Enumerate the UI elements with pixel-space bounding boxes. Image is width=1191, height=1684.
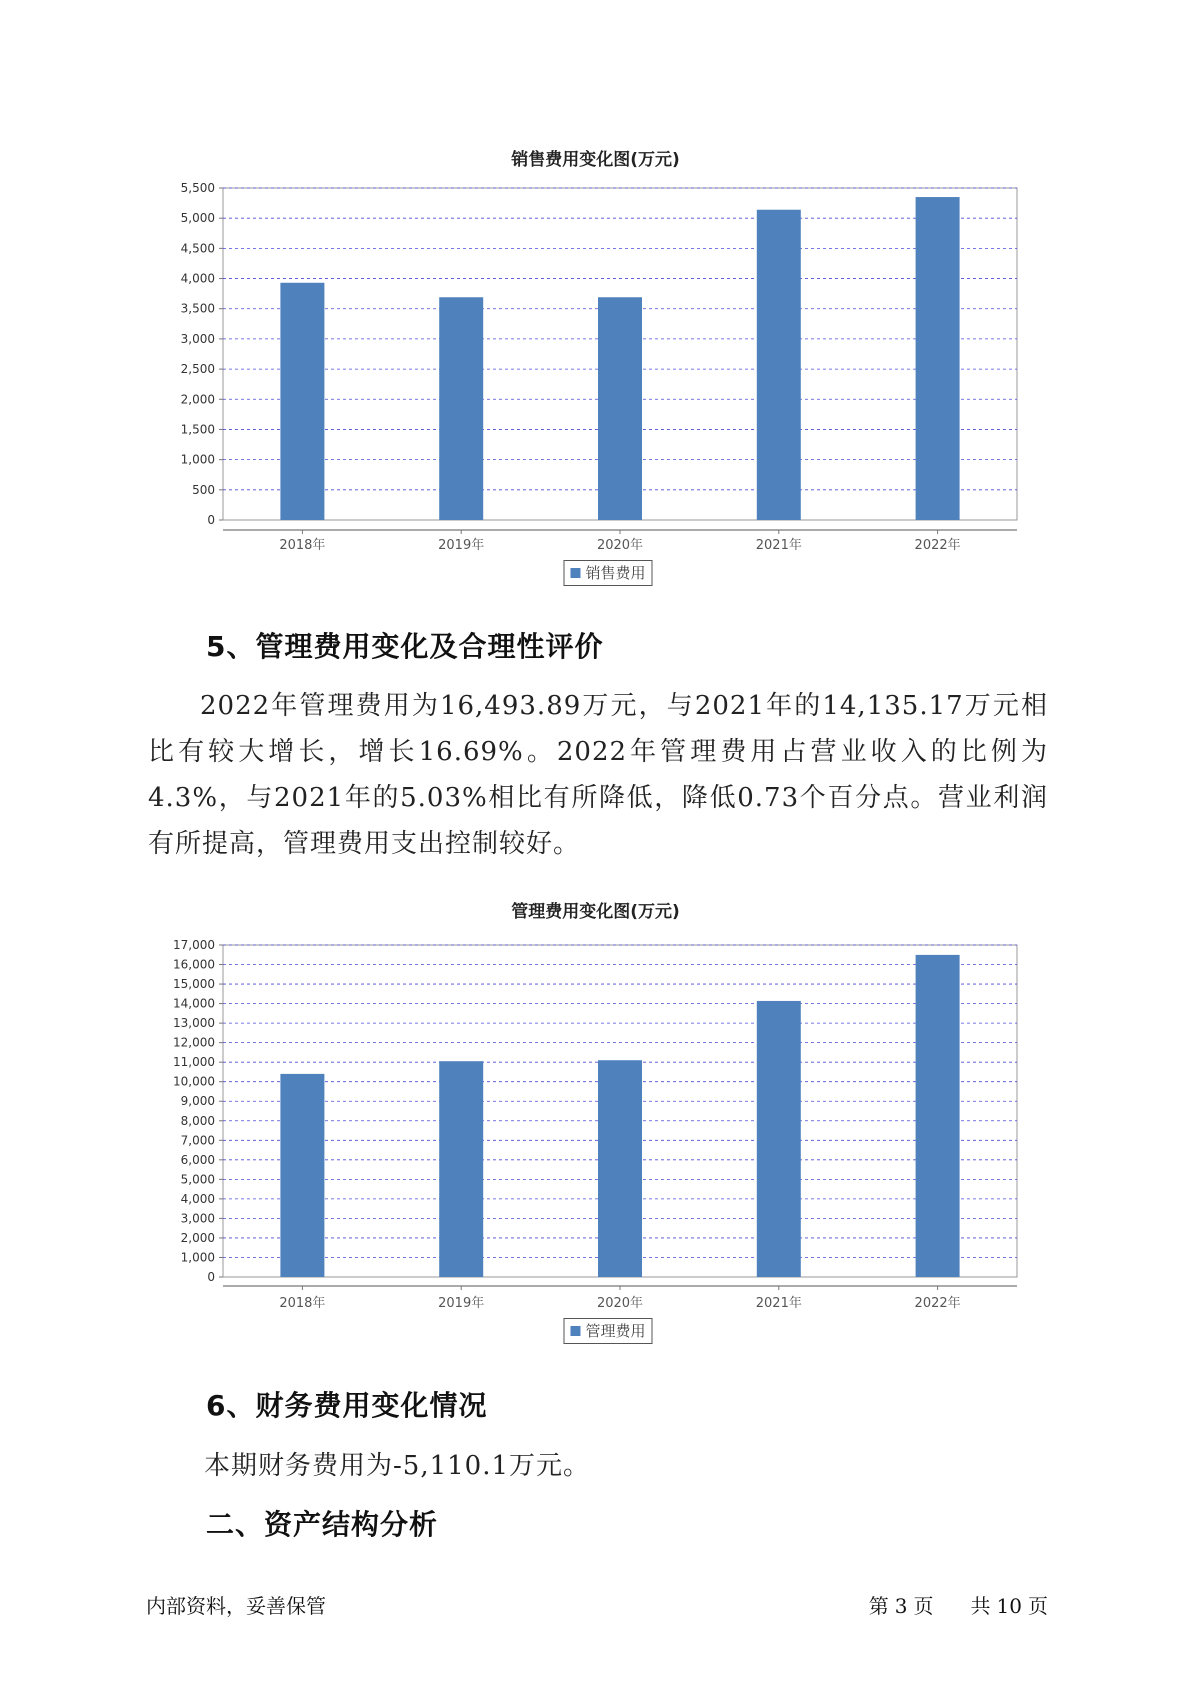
footer-confidential-note: 内部资料，妥善保管 <box>146 1594 326 1618</box>
y-tick-label: 5,000 <box>180 211 215 226</box>
y-tick-label: 14,000 <box>173 996 215 1011</box>
y-tick-label: 2,000 <box>180 1230 215 1245</box>
legend-label: 销售费用 <box>585 564 646 582</box>
y-tick-label: 4,500 <box>180 241 215 256</box>
x-tick-label: 2018年 <box>279 538 326 553</box>
y-tick-label: 6,000 <box>180 1152 215 1167</box>
bar-2021年 <box>757 1001 801 1277</box>
x-tick-label: 2020年 <box>596 538 644 553</box>
sales-expense-chart-title: 销售费用变化图(万元) <box>511 150 680 170</box>
total-unit: 页 <box>1028 1594 1048 1618</box>
y-tick-label: 5,000 <box>180 1172 215 1187</box>
y-tick-label: 1,000 <box>180 1250 215 1265</box>
admin-expense-legend <box>563 1318 652 1344</box>
page-total: 10 <box>996 1594 1022 1618</box>
y-tick-label: 3,000 <box>180 1211 215 1226</box>
y-tick-label: 1,000 <box>180 452 215 467</box>
y-tick-label: 8,000 <box>180 1113 215 1128</box>
page-label: 第 <box>868 1594 889 1618</box>
y-tick-label: 5,500 <box>180 181 215 195</box>
y-tick-label: 0 <box>207 1270 215 1284</box>
x-tick-label: 2022年 <box>914 1296 961 1311</box>
y-tick-label: 2,500 <box>180 362 215 377</box>
bar-2018年 <box>280 1074 324 1277</box>
x-tick-label: 2019年 <box>438 538 485 553</box>
y-tick-label: 9,000 <box>180 1094 215 1109</box>
y-tick-label: 0 <box>207 513 215 527</box>
y-tick-label: 500 <box>192 482 215 497</box>
legend-swatch <box>570 1326 580 1336</box>
y-tick-label: 11,000 <box>173 1055 215 1070</box>
y-tick-label: 3,000 <box>180 331 215 346</box>
y-tick-label: 4,000 <box>180 1191 215 1206</box>
x-tick-label: 2018年 <box>279 1296 326 1311</box>
y-tick-label: 17,000 <box>173 938 215 952</box>
legend-label: 管理费用 <box>585 1322 646 1340</box>
y-tick-label: 3,500 <box>180 301 215 316</box>
y-tick-label: 2,000 <box>180 392 215 407</box>
x-tick-label: 2021年 <box>755 538 802 553</box>
y-tick-label: 1,500 <box>180 422 215 437</box>
y-tick-label: 10,000 <box>173 1074 215 1089</box>
section-5-paragraph: 2022年管理费用为16,493.89万元，与2021年的14,135.17万元相比有较大增长，增长16.69%。2022年管理费用占营业收入的比例为4.3%，与2021年的5.03%相比有所降低，降低0.73个百分点。营业利润有所提高，管理费用支出控制较好。 <box>148 691 1048 859</box>
y-tick-label: 4,000 <box>180 271 215 286</box>
x-tick-label: 2022年 <box>914 538 961 553</box>
y-tick-label: 12,000 <box>173 1035 215 1050</box>
x-tick-label: 2019年 <box>438 1296 485 1311</box>
x-tick-label: 2021年 <box>755 1296 802 1311</box>
section-6-heading: 6、财务费用变化情况 <box>206 1389 488 1422</box>
y-tick-label: 16,000 <box>173 957 215 972</box>
total-label: 共 <box>970 1594 991 1618</box>
bar-2019年 <box>439 1061 483 1277</box>
page-number <box>866 1590 1051 1619</box>
x-tick-label: 2020年 <box>596 1296 644 1311</box>
admin-expense-chart-title: 管理费用变化图(万元) <box>511 902 680 922</box>
y-tick-label: 13,000 <box>173 1016 215 1031</box>
bar-2020年 <box>598 1060 642 1277</box>
page-unit: 页 <box>913 1594 934 1618</box>
y-tick-label: 15,000 <box>173 977 215 992</box>
bar-2022年 <box>916 955 960 1277</box>
y-tick-label: 7,000 <box>180 1133 215 1148</box>
section-5-heading: 5、管理费用变化及合理性评价 <box>206 630 604 663</box>
section-6-paragraph: 本期财务费用为-5,110.1万元。 <box>204 1451 591 1481</box>
asset-structure-heading: 二、资产结构分析 <box>206 1508 439 1541</box>
page-current: 3 <box>894 1594 908 1618</box>
